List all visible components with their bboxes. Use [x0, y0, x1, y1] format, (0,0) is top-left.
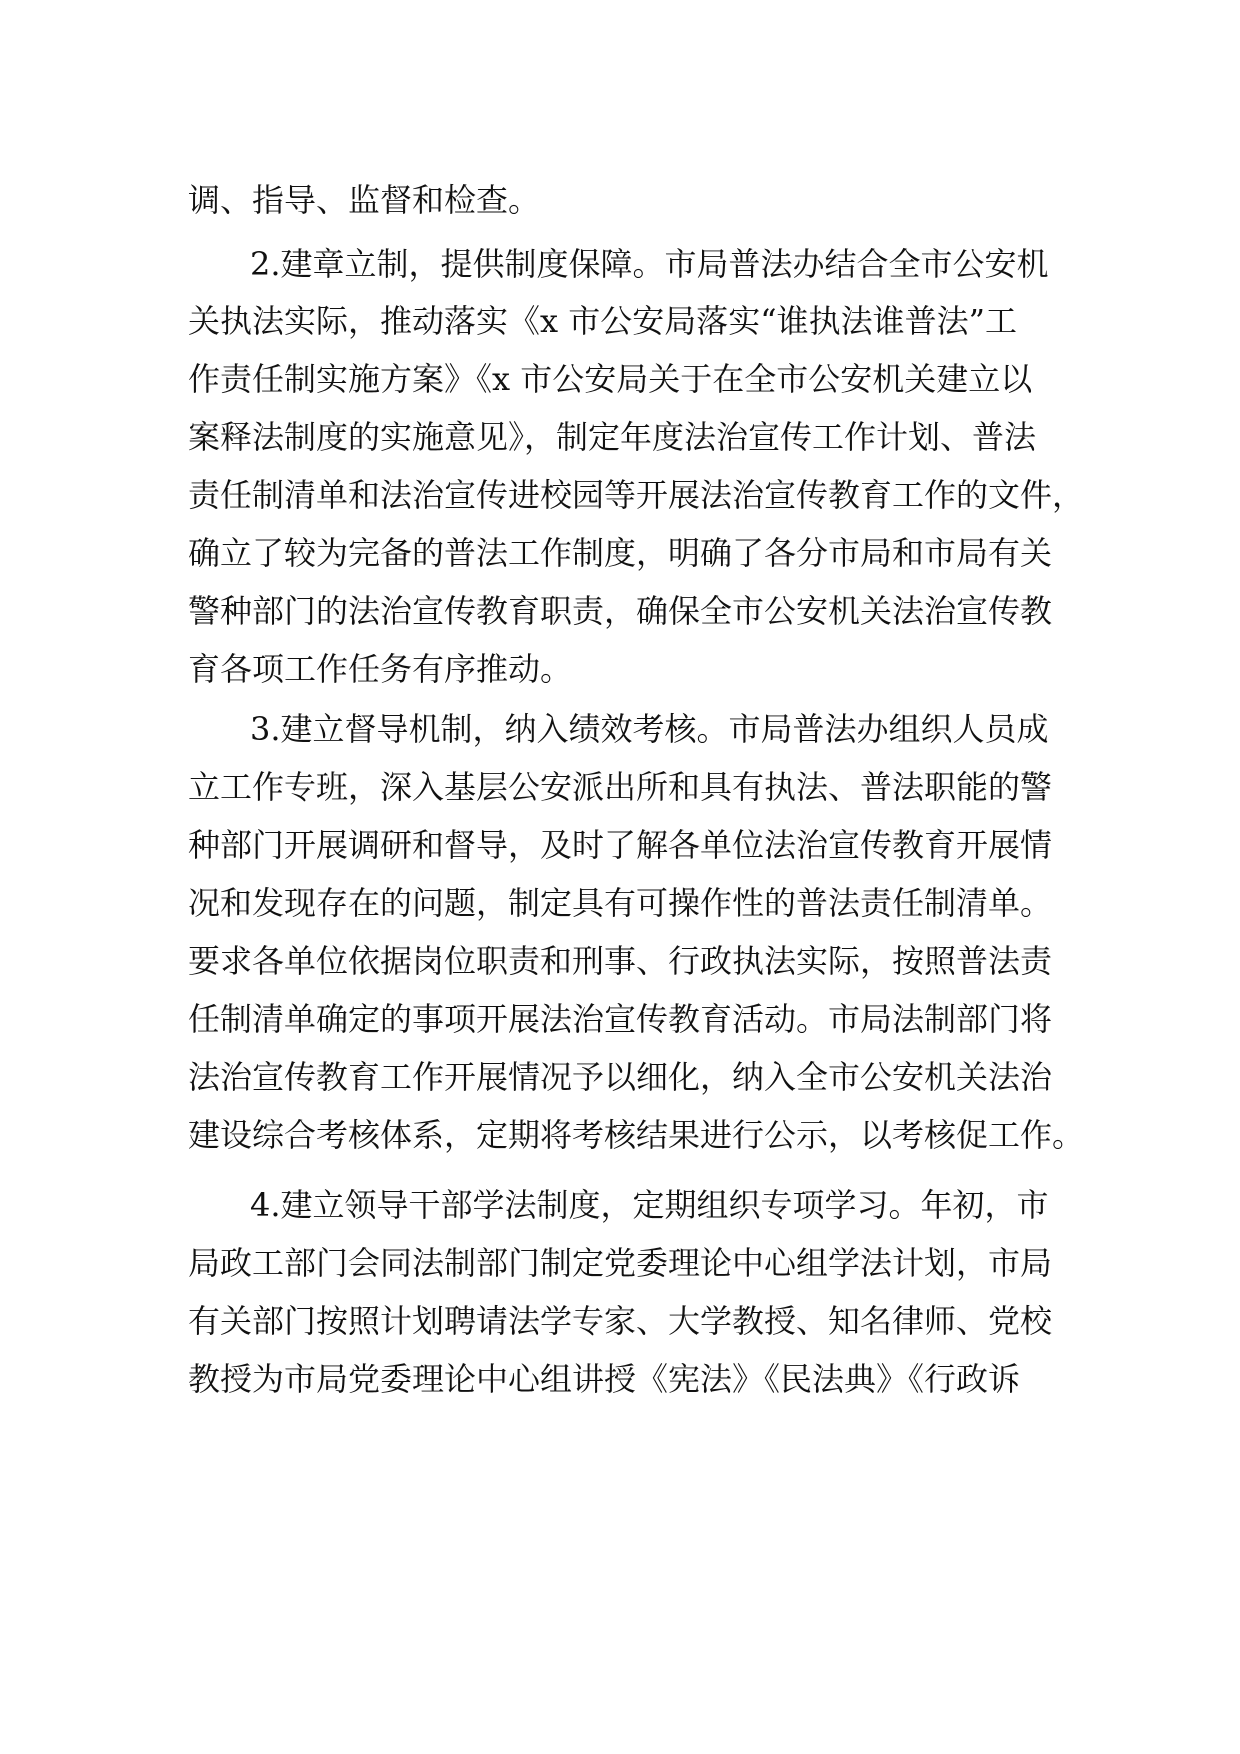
text-line: 责任制清单和法治宣传进校园等开展法治宣传教育工作的文件， [188, 476, 1085, 514]
text-line: 作责任制实施方案》《x 市公安局关于在全市公安机关建立以 [188, 360, 1033, 398]
text-line: 教授为市局党委理论中心组讲授《宪法》《民法典》《行政诉 [188, 1360, 1021, 1398]
text-line: 育各项工作任务有序推动。 [188, 650, 573, 688]
paragraph-3-line: 3.建立督导机制，纳入绩效考核。市局普法办组织人员成 [250, 710, 1049, 748]
text-line: 种部门开展调研和督导，及时了解各单位法治宣传教育开展情 [188, 826, 1053, 864]
text-line: 警种部门的法治宣传教育职责，确保全市公安机关法治宣传教 [188, 592, 1053, 630]
text-line: 任制清单确定的事项开展法治宣传教育活动。市局法制部门将 [188, 1000, 1053, 1038]
text-line: 要求各单位依据岗位职责和刑事、行政执法实际，按照普法责 [188, 942, 1053, 980]
text-line: 况和发现存在的问题，制定具有可操作性的普法责任制清单。 [188, 884, 1053, 922]
text-line: 建设综合考核体系，定期将考核结果进行公示，以考核促工作。 [188, 1116, 1085, 1154]
text-line: 局政工部门会同法制部门制定党委理论中心组学法计划，市局 [188, 1244, 1053, 1282]
text-line: 案释法制度的实施意见》，制定年度法治宣传工作计划、普法 [188, 418, 1037, 456]
paragraph-2-line: 2.建章立制，提供制度保障。市局普法办结合全市公安机 [250, 245, 1049, 283]
text-line: 有关部门按照计划聘请法学专家、大学教授、知名律师、党校 [188, 1302, 1053, 1340]
text-line: 立工作专班，深入基层公安派出所和具有执法、普法职能的警 [188, 768, 1053, 806]
text-line: 关执法实际，推动落实《x 市公安局落实“谁执法谁普法”工 [188, 302, 1017, 340]
text-line: 调、指导、监督和检查。 [188, 181, 541, 219]
paragraph-4-line: 4.建立领导干部学法制度，定期组织专项学习。年初，市 [250, 1186, 1049, 1224]
text-line: 确立了较为完备的普法工作制度，明确了各分市局和市局有关 [188, 534, 1053, 572]
text-line: 法治宣传教育工作开展情况予以细化，纳入全市公安机关法治 [188, 1058, 1053, 1096]
